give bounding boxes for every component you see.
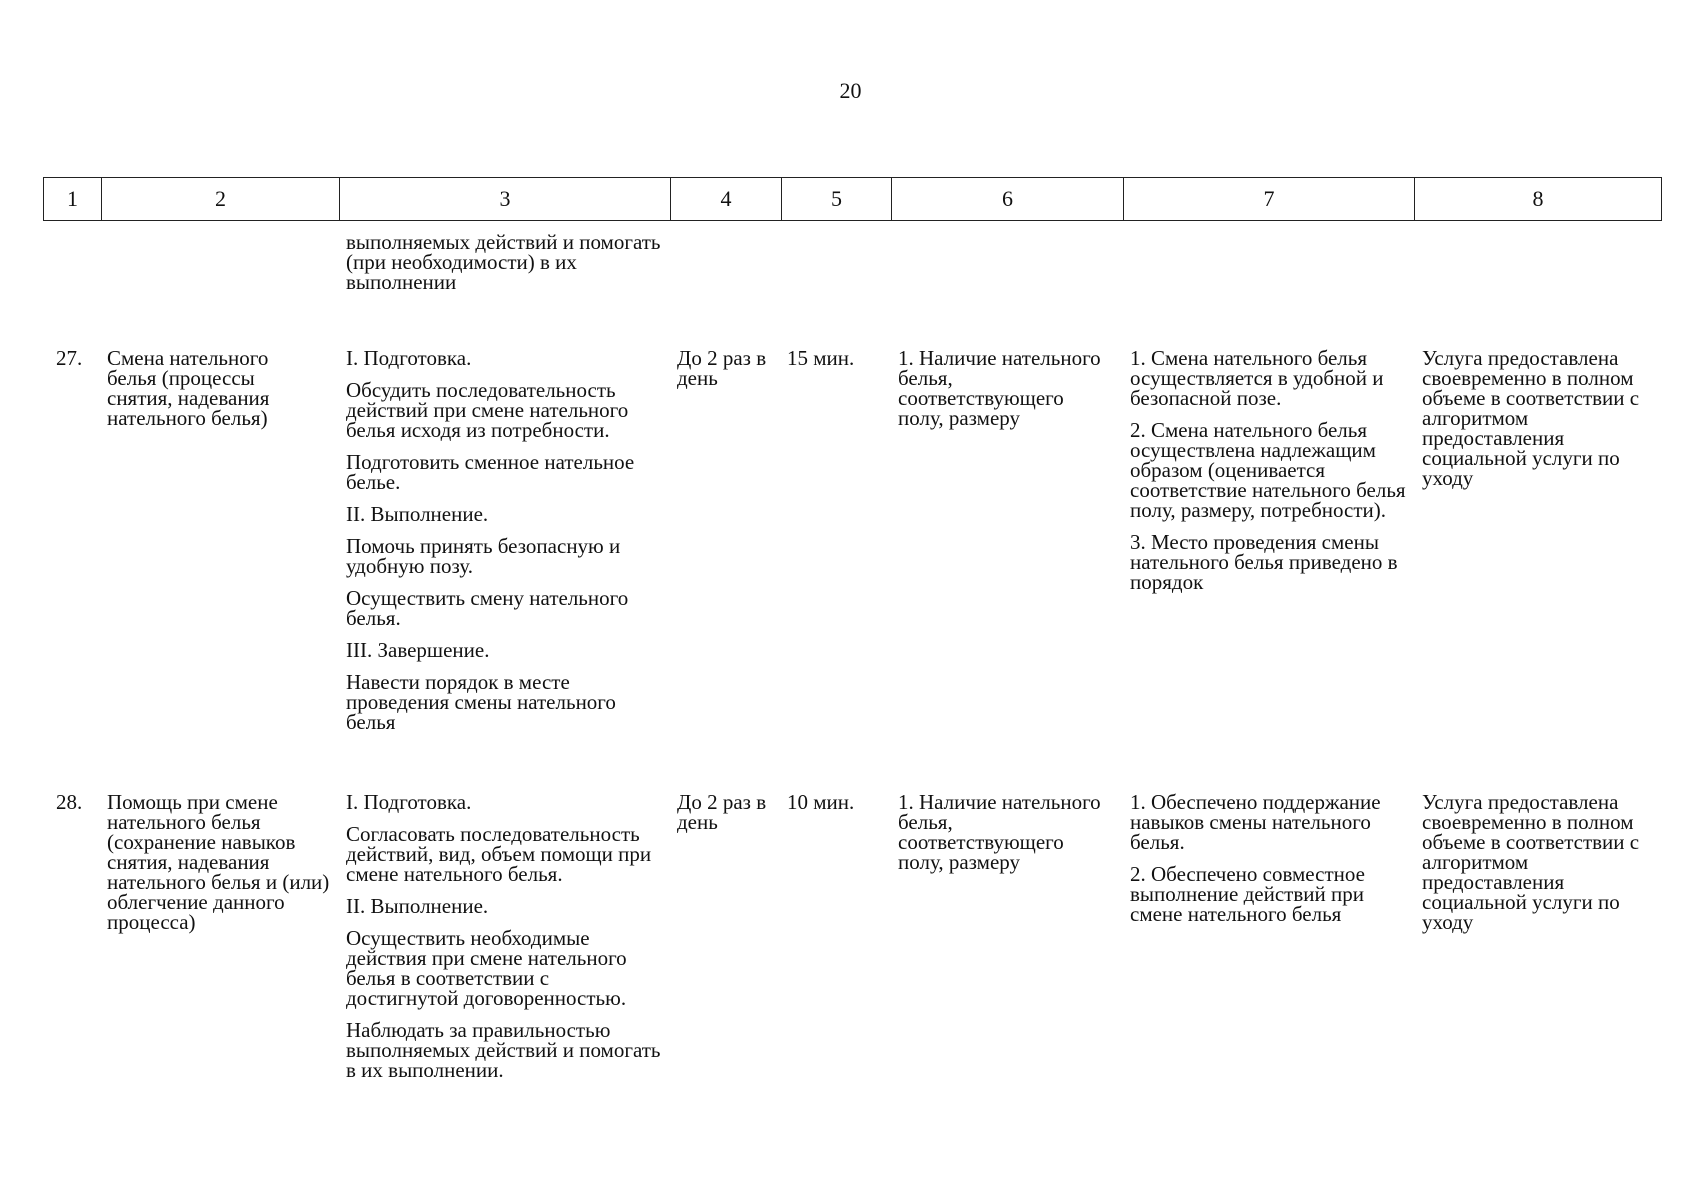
row-28-conditions <box>898 792 1113 872</box>
row-28-duration <box>787 792 883 812</box>
row-27-number: 27. <box>56 346 83 370</box>
continuation-text: выполняемых действий и помогать (при необходимости) в их выполнении <box>346 230 661 294</box>
step: II. Выполнение. <box>346 894 489 918</box>
row-28-service-name <box>107 792 331 932</box>
condition: 1. Наличие нательного белья, соответствующего полу, размеру <box>898 790 1101 874</box>
indicator: 2. Смена нательного белья осуществлена надлежащим образом (оценивается соответствие нательного белья полу, размеру, потребности). <box>1130 418 1406 522</box>
row-27-conditions <box>898 348 1113 428</box>
column-number-header <box>43 177 1662 221</box>
result: Услуга предоставлена своевременно в полном объеме в соответствии с алгоритмом предоставления социальной услуги по уходу <box>1422 346 1640 490</box>
service-name: Помощь при смене нательного белья (сохранение навыков снятия, надевания нательного белья и (или) облегчение данного процесса) <box>107 790 330 934</box>
step: III. Завершение. <box>346 638 490 662</box>
step: Обсудить последовательность действий при смене нательного белья исходя из потребности. <box>346 378 629 442</box>
header-col-7: 7 <box>1124 178 1415 221</box>
duration: 15 мин. <box>787 346 855 370</box>
indicator: 2. Обеспечено совместное выполнение действий при смене нательного белья <box>1130 862 1365 926</box>
frequency: До 2 раз в день <box>677 346 767 390</box>
result: Услуга предоставлена своевременно в полном объеме в соответствии с алгоритмом предоставления социальной услуги по уходу <box>1422 790 1640 934</box>
step: Осуществить смену нательного белья. <box>346 586 629 630</box>
row-27-service-name <box>107 348 307 428</box>
condition: 1. Наличие нательного белья, соответствующего полу, размеру <box>898 346 1101 430</box>
header-col-4: 4 <box>671 178 782 221</box>
row-28-frequency <box>677 792 773 832</box>
header-col-2: 2 <box>102 178 340 221</box>
row-28-result <box>1422 792 1657 932</box>
row-27-steps <box>346 348 666 732</box>
header-col-8: 8 <box>1415 178 1662 221</box>
service-name: Смена нательного белья (процессы снятия, надевания нательного белья) <box>107 346 270 430</box>
step: I. Подготовка. <box>346 790 472 814</box>
duration: 10 мин. <box>787 790 855 814</box>
indicator: 3. Место проведения смены нательного белья приведено в порядок <box>1130 530 1398 594</box>
row-28-steps <box>346 792 666 1080</box>
row-27-result <box>1422 348 1657 488</box>
header-col-1: 1 <box>44 178 102 221</box>
page-number: 20 <box>839 78 862 103</box>
row-28-number: 28. <box>56 790 83 814</box>
header-col-6: 6 <box>892 178 1124 221</box>
row-28-indicators <box>1130 792 1410 924</box>
indicator: 1. Смена нательного белья осуществляется в удобной и безопасной позе. <box>1130 346 1384 410</box>
step: I. Подготовка. <box>346 346 472 370</box>
row-27-frequency <box>677 348 773 388</box>
step: Подготовить сменное нательное белье. <box>346 450 635 494</box>
row-27-duration <box>787 348 883 368</box>
continuation-col3 <box>346 232 666 292</box>
step: Согласовать последовательность действий, вид, объем помощи при смене нательного белья. <box>346 822 652 886</box>
step: Осуществить необходимые действия при смене нательного белья в соответствии с достигнутой договоренностью. <box>346 926 627 1010</box>
step: Наблюдать за правильностью выполняемых действий и помогать в их выполнении. <box>346 1018 661 1082</box>
frequency: До 2 раз в день <box>677 790 767 834</box>
indicator: 1. Обеспечено поддержание навыков смены нательного белья. <box>1130 790 1381 854</box>
row-27-indicators <box>1130 348 1410 592</box>
step: Навести порядок в месте проведения смены нательного белья <box>346 670 616 734</box>
step: Помочь принять безопасную и удобную позу. <box>346 534 621 578</box>
header-col-3: 3 <box>340 178 671 221</box>
header-col-5: 5 <box>782 178 892 221</box>
step: II. Выполнение. <box>346 502 489 526</box>
